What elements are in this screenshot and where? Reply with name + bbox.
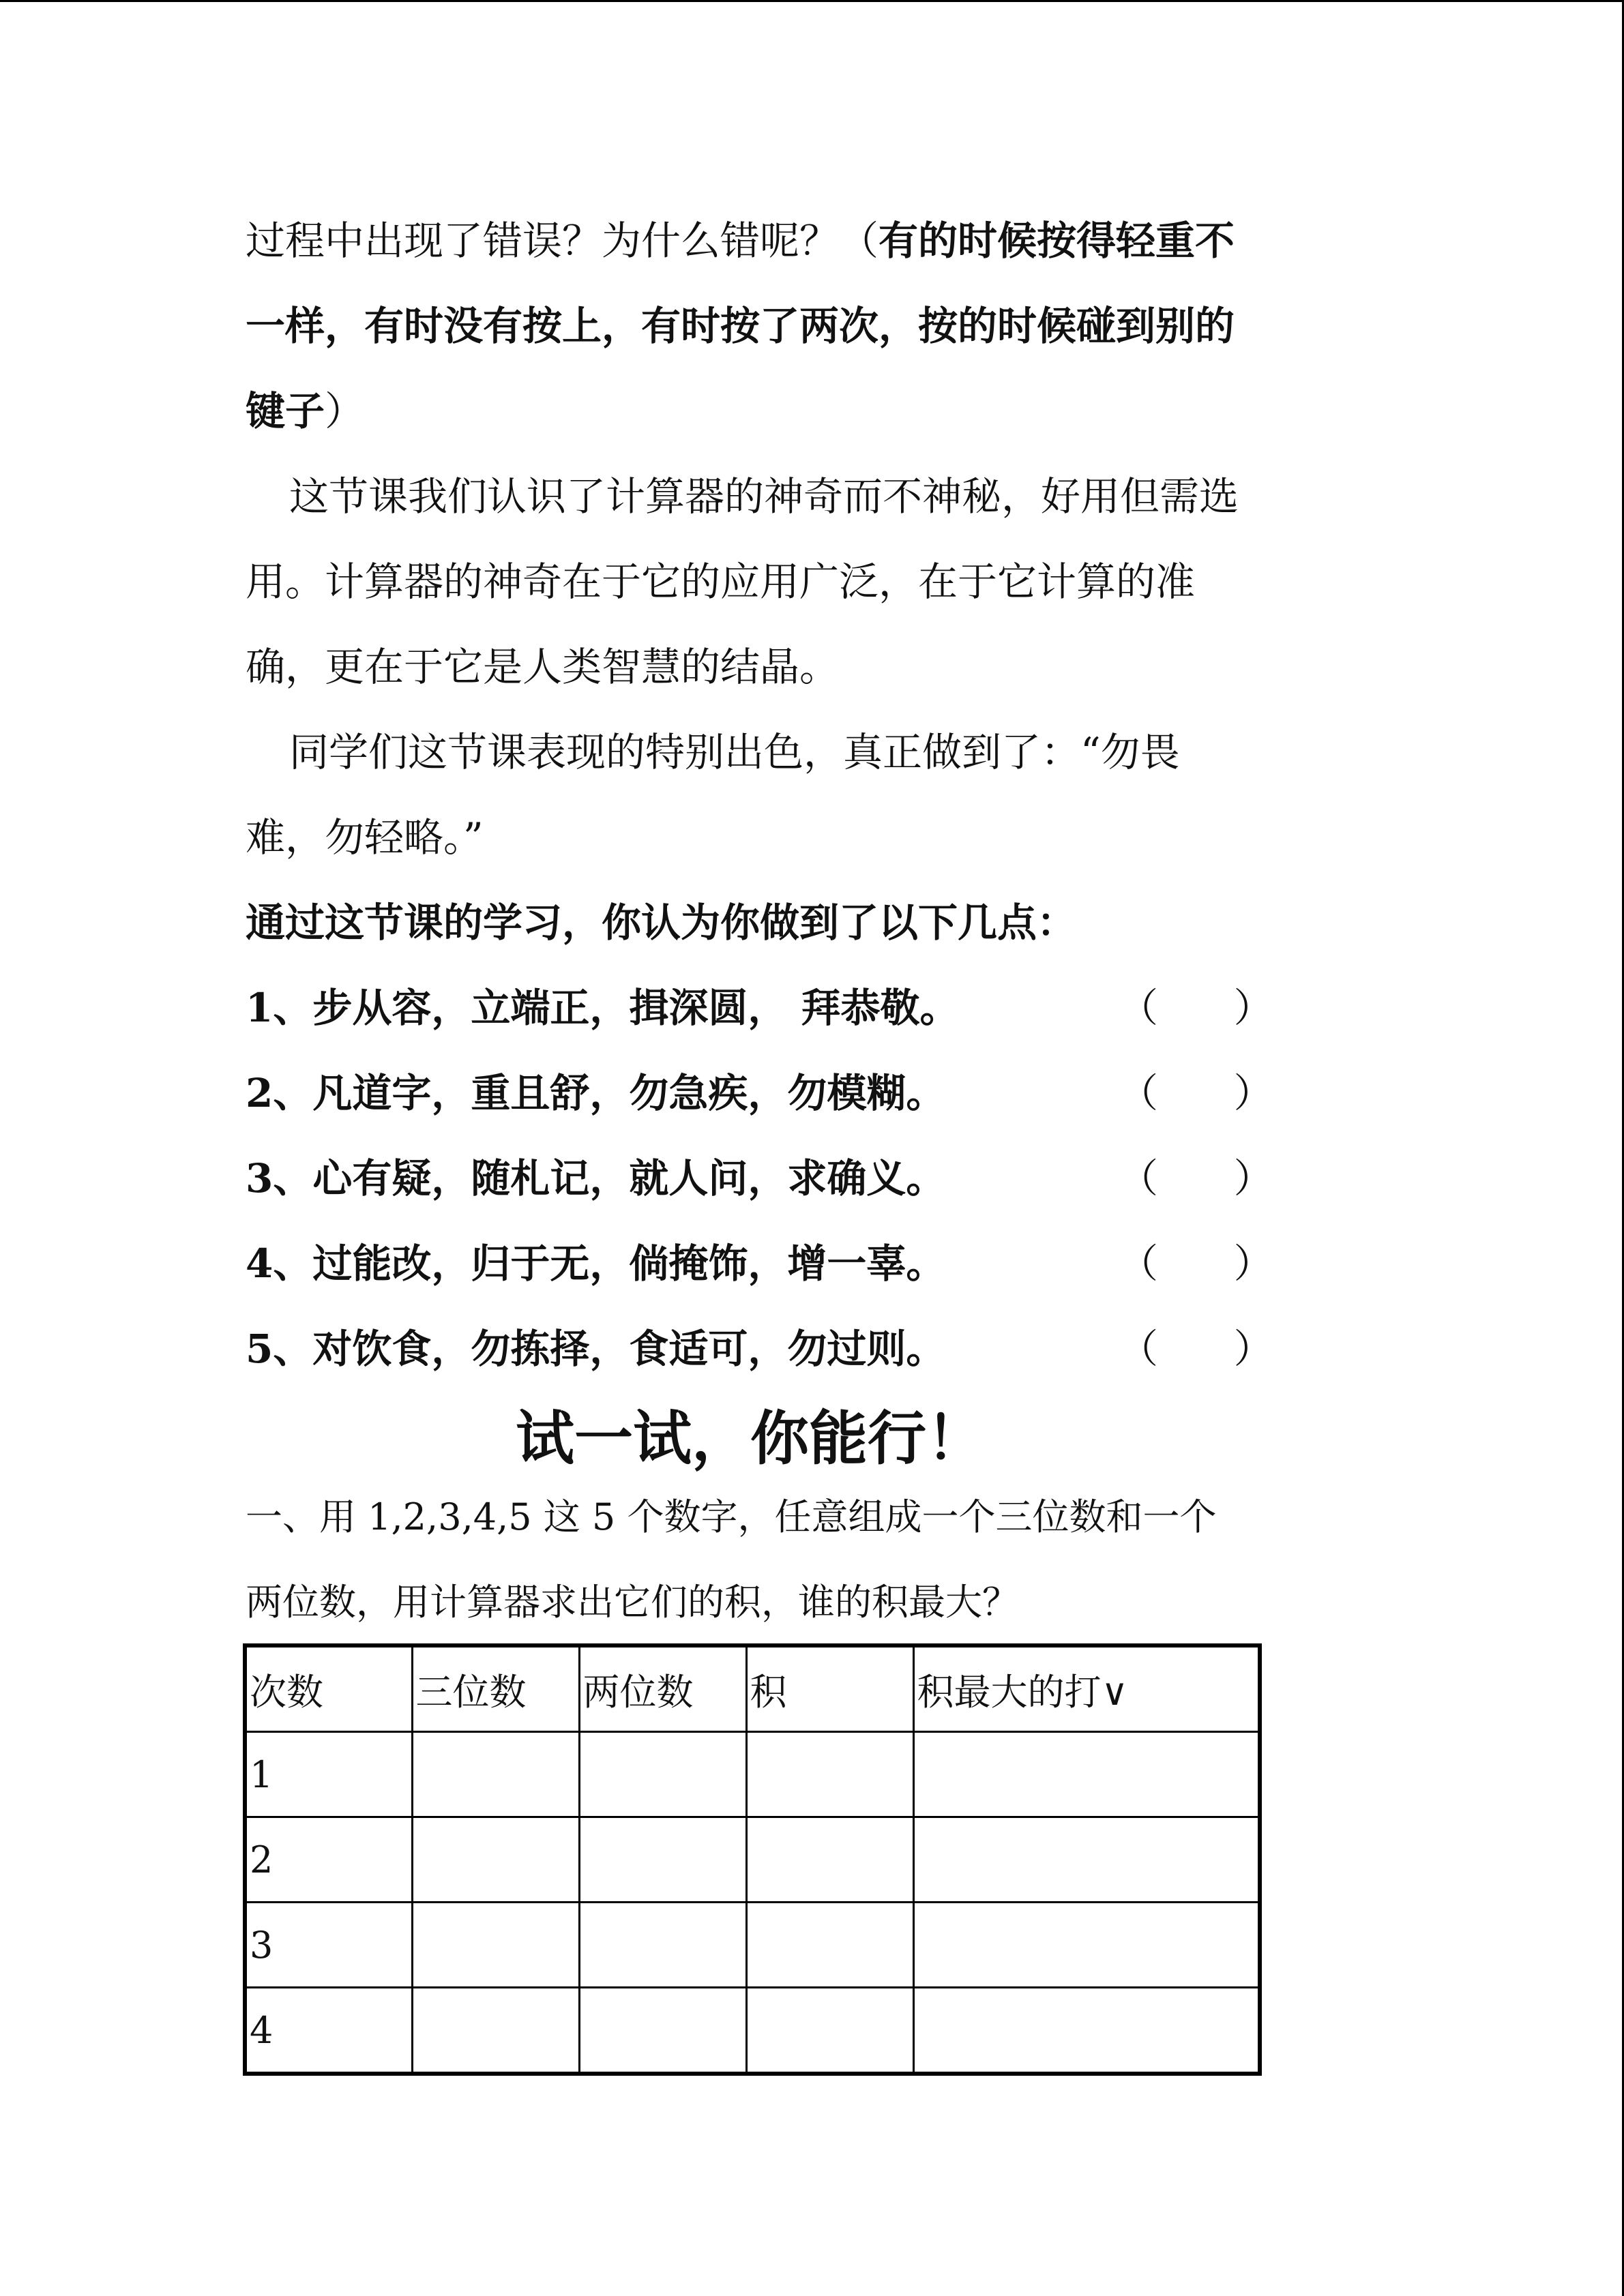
header-product: 积 (746, 1645, 913, 1732)
list-item-2: 2、凡道字，重且舒，勿急疾，勿模糊。 (246, 1070, 946, 1116)
paragraph1-line3-normal: ） (325, 388, 365, 434)
section-heading: 试一试，你能行！ (516, 1404, 985, 1473)
list-item-3: 3、心有疑，随札记，就人问，求确义。 (246, 1155, 946, 1202)
exercise-line1: 一、用 1,2,3,4,5 这 5 个数字，任意组成一个三位数和一个 (246, 1495, 1217, 1538)
paragraph2-line1: 这节课我们认识了计算器的神奇而不神秘，好用但需选 (289, 473, 1239, 520)
header-count: 次数 (245, 1645, 412, 1732)
cell-two-digit[interactable] (579, 1732, 746, 1817)
answer-parens-4[interactable]: （ ） (1119, 1240, 1273, 1287)
paragraph2-line3: 确，更在于它是人类智慧的结晶。 (246, 644, 840, 690)
cell-max-mark[interactable] (913, 1817, 1260, 1903)
cell-two-digit[interactable] (579, 1988, 746, 2074)
paragraph1-line1-bold: 有的时候按得轻重不 (879, 218, 1235, 264)
cell-max-mark[interactable] (913, 1903, 1260, 1988)
answer-parens-5[interactable]: （ ） (1119, 1326, 1273, 1372)
paragraph1-line2: 一样，有时没有按上，有时按了两次，按的时候碰到别的 (246, 303, 1235, 349)
answer-parens-3[interactable]: （ ） (1119, 1155, 1273, 1202)
cell-max-mark[interactable] (913, 1732, 1260, 1817)
list-item-1: 1、步从容，立端正，揖深圆， 拜恭敬。 (246, 985, 960, 1031)
paragraph3-line2: 难，勿轻略。” (246, 814, 484, 861)
answer-parens-2[interactable]: （ ） (1119, 1070, 1273, 1116)
cell-three-digit[interactable] (412, 1817, 579, 1903)
answer-table (243, 1643, 1262, 2076)
row-number: 2 (245, 1817, 412, 1903)
cell-two-digit[interactable] (579, 1903, 746, 1988)
page-top-border (0, 0, 1624, 2)
table-row (245, 1903, 1260, 1988)
table-row (245, 1988, 1260, 2074)
exercise-line2: 两位数，用计算器求出它们的积，谁的积最大？ (246, 1581, 1019, 1624)
paragraph3-line1: 同学们这节课表现的特别出色，真正做到了：“勿畏 (289, 729, 1180, 775)
cell-three-digit[interactable] (412, 1903, 579, 1988)
cell-product[interactable] (746, 1817, 913, 1903)
header-max-mark: 积最大的打∨ (913, 1645, 1260, 1732)
table-row (245, 1817, 1260, 1903)
cell-max-mark[interactable] (913, 1988, 1260, 2074)
row-number: 1 (245, 1732, 412, 1817)
cell-three-digit[interactable] (412, 1732, 579, 1817)
row-number: 4 (245, 1988, 412, 2074)
cell-product[interactable] (746, 1988, 913, 2074)
paragraph1-line1 (246, 217, 1235, 265)
list-item-4: 4、过能改，归于无，倘掩饰，增一辜。 (246, 1240, 946, 1287)
cell-product[interactable] (746, 1903, 913, 1988)
header-three-digit: 三位数 (412, 1645, 579, 1732)
cell-three-digit[interactable] (412, 1988, 579, 2074)
list-item-5: 5、对饮食，勿拣择，食适可，勿过则。 (246, 1326, 946, 1372)
answer-parens-1[interactable]: （ ） (1119, 985, 1273, 1031)
paragraph1-line1-normal: 过程中出现了错误？为什么错呢？（ (246, 218, 879, 264)
paragraph1-line3-bold: 键子 (246, 388, 325, 434)
header-two-digit: 两位数 (579, 1645, 746, 1732)
question-intro: 通过这节课的学习，你认为你做到了以下几点： (246, 899, 1077, 946)
row-number: 3 (245, 1903, 412, 1988)
paragraph2-line2: 用。计算器的神奇在于它的应用广泛，在于它计算的准 (246, 558, 1196, 605)
cell-product[interactable] (746, 1732, 913, 1817)
paragraph1-line3 (246, 387, 364, 435)
cell-two-digit[interactable] (579, 1817, 746, 1903)
table-header-row (245, 1645, 1260, 1732)
table-row (245, 1732, 1260, 1817)
